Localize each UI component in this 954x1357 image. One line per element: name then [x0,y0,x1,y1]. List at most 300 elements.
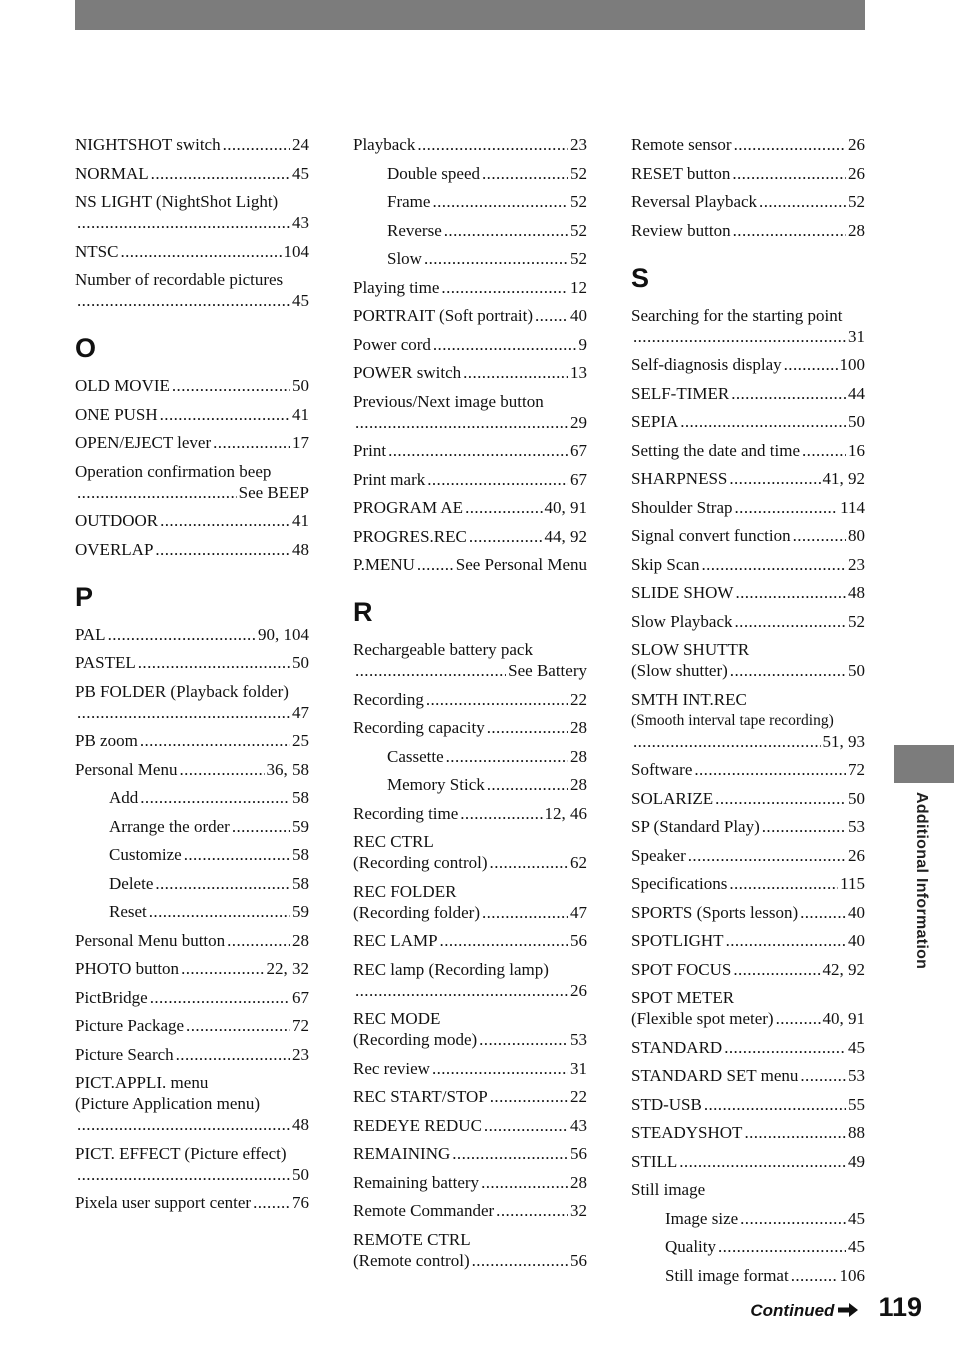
entry-line [75,1114,309,1135]
entry-line [75,241,309,262]
entry-line [353,469,587,490]
entry-term: OUTDOOR [75,511,159,530]
dot-leader [227,930,290,951]
dot-leader [481,1172,568,1193]
entry-term: Still image [631,1180,706,1199]
dot-leader [704,1094,846,1115]
entry-term: Shoulder Strap [631,497,733,517]
dot-leader [800,902,846,923]
page-reference: 29 [570,412,587,432]
entry-line [75,212,309,233]
index-entry [631,930,865,951]
index-entry [353,930,587,951]
section-letter: P [75,581,94,612]
entry-line [631,497,865,518]
entry-term: STANDARD SET menu [631,1066,799,1085]
index-entry [631,845,865,866]
dot-leader [424,248,568,269]
page-reference: 36, 58 [266,759,309,779]
dot-leader [744,1122,846,1143]
dot-leader [802,440,846,461]
entry-term: Remote Commander [353,1201,495,1220]
entry-line [353,1058,587,1079]
page-reference: 104 [283,241,309,261]
index-entry [353,1008,587,1050]
entry-line [75,191,309,212]
entry-term: PORTRAIT (Soft portrait) [353,306,533,325]
page-reference: 53 [848,817,865,836]
index-entry [631,1037,865,1058]
dot-leader [487,717,568,738]
page-reference: 45 [848,1237,865,1256]
page-reference: 41 [292,511,309,530]
entry-term: SPORTS (Sports lesson) [631,902,799,922]
page-reference: 12 [570,277,587,297]
index-entry [631,759,865,780]
dot-leader [731,383,846,404]
page-reference: 114 [840,497,865,517]
dot-leader [484,1115,568,1136]
entry-term: Self-diagnosis display [631,355,782,374]
dot-leader [150,987,290,1008]
page-reference: 58 [292,845,309,864]
entry-term: Print [353,441,387,460]
entry-term: REC FOLDER [353,881,457,901]
section-letter: R [353,597,373,627]
entry-term: Operation confirmation beep [75,461,272,481]
index-entry [75,241,309,262]
entry-line [75,624,309,645]
index-entry [631,497,865,518]
index-subentry [109,901,309,922]
entry-term: STILL [631,1151,678,1171]
dot-leader [186,1015,290,1036]
index-entry [75,624,309,645]
entry-term: Reversal Playback [631,192,758,211]
dot-leader [729,468,820,489]
entry-term: PAL [75,624,106,644]
entry-term: Speaker [631,845,686,865]
page-reference: 50 [848,788,865,808]
entry-line [631,710,865,731]
entry-line [353,1115,587,1136]
page-reference: 52 [848,611,865,631]
entry-line [353,1029,587,1050]
dot-leader [140,730,290,751]
dot-leader [791,1265,838,1286]
index-entry [631,554,865,575]
entry-term: (Recording control) [353,853,488,872]
index-entry [353,1200,587,1221]
entry-term: (Remote control) [353,1250,470,1270]
entry-term: POWER switch [353,363,462,382]
dot-leader [479,1029,568,1050]
entry-line [75,1072,309,1093]
entry-line [353,362,587,383]
page-reference: 56 [570,931,587,950]
entry-line [75,461,309,482]
page-reference: 45 [848,1208,865,1228]
index-subentry [665,1236,865,1257]
entry-term: SMTH INT.REC [631,689,747,709]
page-reference: 45 [292,163,309,183]
dot-leader [417,134,568,155]
entry-term: SEPIA [631,412,679,431]
dot-leader [77,702,290,723]
dot-leader [729,873,838,894]
index-entry [631,354,865,375]
index-entry [353,717,587,738]
entry-term: Add [109,788,139,807]
page-reference: 28 [570,718,587,737]
entry-line [387,746,587,767]
page-reference: 28 [848,220,865,240]
page-reference: 88 [848,1123,865,1142]
page-reference: 76 [292,1193,309,1212]
index-entry [631,987,865,1029]
entry-term: NTSC [75,241,119,261]
entry-term: (Slow shutter) [631,661,728,680]
page-reference: 23 [292,1044,309,1064]
dot-leader [496,1200,568,1221]
page-reference: 28 [292,930,309,950]
entry-term: Software [631,760,693,779]
dot-leader [463,362,568,383]
index-entry [631,468,865,489]
index-entry [353,959,587,1001]
dot-leader [140,787,290,808]
dot-leader [776,1008,821,1029]
entry-term: Quality [665,1237,716,1256]
entry-line [631,220,865,241]
entry-term: Specifications [631,874,728,893]
index-subentry [387,220,587,241]
entry-term: Slow Playback [631,611,733,631]
index-entry [75,461,309,503]
entry-term: PICT.APPLI. menu [75,1073,209,1092]
entry-term: SELF-TIMER [631,383,730,403]
entry-term: SHARPNESS [631,469,728,488]
entry-line [353,959,587,980]
dot-leader [427,469,568,490]
index-entry [353,1058,587,1079]
index-subentry [665,1265,865,1286]
section-tab-text: Additional Information [913,792,930,970]
page-reference: 52 [848,192,865,211]
page-reference: 44 [848,383,865,403]
dot-leader [160,404,290,425]
dot-leader [213,432,290,453]
page-reference: 51, 93 [822,731,865,751]
entry-line [631,845,865,866]
index-entry [631,639,865,681]
index-entry [631,611,865,632]
index-entry [75,539,309,560]
entry-line [631,816,865,837]
page-reference: 53 [848,1066,865,1085]
entry-term: RESET button [631,163,731,183]
dot-leader [694,759,846,780]
entry-term: Remote sensor [631,135,732,154]
dot-leader [633,731,821,752]
index-entry [631,134,865,155]
page-reference: 23 [848,554,865,574]
index-entry [75,652,309,673]
index-entry [631,1122,865,1143]
entry-line [631,440,865,461]
entry-line [631,1179,865,1200]
entry-term: OPEN/EJECT lever [75,433,212,452]
entry-line [631,326,865,347]
index-entry [353,1143,587,1164]
index-entry [631,163,865,184]
entry-line [75,1143,309,1164]
page-reference: 100 [839,355,865,374]
dot-leader [733,959,820,980]
page-number: 119 [878,1292,922,1322]
index-entry [353,334,587,355]
dot-leader [179,759,264,780]
dot-leader [733,220,846,241]
entry-line [353,526,587,547]
dot-leader [715,788,846,809]
index-entry [353,1115,587,1136]
entry-line [353,902,587,923]
page-reference: 16 [848,440,865,460]
entry-line [353,831,587,852]
entry-line [109,901,309,922]
entry-line [353,689,587,710]
entry-term: Customize [109,845,182,864]
page-reference: 50 [292,1164,309,1184]
index-entry [631,689,865,752]
index-entry [631,191,865,212]
dot-leader [77,1114,290,1135]
entry-term: SPOTLIGHT [631,931,724,950]
continued-label: Continued [750,1301,835,1320]
entry-line [631,611,865,632]
entry-line [75,510,309,531]
entry-term: Picture Package [75,1016,185,1035]
entry-term: Previous/Next image button [353,391,544,411]
entry-term: SLIDE SHOW [631,583,734,602]
entry-line [631,525,865,546]
index-entry [75,930,309,951]
dot-leader [535,305,568,326]
entry-term: PictBridge [75,987,148,1007]
page-reference: 13 [570,363,587,382]
entry-term: Searching for the starting point [631,305,843,325]
dot-leader [735,582,846,603]
entry-line [75,730,309,751]
entry-line [353,1200,587,1221]
entry-term: PHOTO button [75,959,180,978]
entry-term: OLD MOVIE [75,376,170,395]
entry-line [631,902,865,923]
index-subentry [387,163,587,184]
entry-line [75,290,309,311]
index-entry [353,277,587,298]
dot-leader [800,1065,846,1086]
page-reference: 47 [292,702,309,722]
entry-line [631,163,865,184]
entry-line [387,220,587,241]
index-entry [75,1044,309,1065]
entry-line [631,788,865,809]
index-entry [631,440,865,461]
entry-term: (Flexible spot meter) [631,1009,774,1028]
section-letter: O [75,333,97,363]
page-reference: 32 [570,1201,587,1220]
entry-term: PROGRAM AE [353,498,464,517]
entry-term: Double speed [387,163,481,183]
index-entry [631,788,865,809]
entry-line [109,844,309,865]
entry-term: Rec review [353,1058,430,1078]
entry-line [353,1086,587,1107]
dot-leader [432,191,568,212]
index-column-1 [75,134,309,1221]
page-reference: 41, 92 [822,469,865,488]
page-reference: 26 [848,163,865,183]
entry-line [631,582,865,603]
entry-term: Personal Menu [75,759,178,779]
dot-leader [77,290,290,311]
dot-leader [440,930,568,951]
dot-leader [417,554,454,575]
dot-leader [441,277,568,298]
page-reference: See BEEP [238,482,309,502]
dot-leader [762,816,846,837]
dot-leader [460,803,542,824]
page-reference: 59 [292,902,309,921]
entry-term: Still image format [665,1265,789,1285]
dot-leader [718,1236,846,1257]
entry-term: REC CTRL [353,832,434,851]
page-reference: 47 [570,902,587,922]
entry-term: REMAINING [353,1144,451,1163]
entry-term: REC MODE [353,1009,441,1028]
entry-term: REDEYE REDUC [353,1115,482,1135]
page-reference: 50 [292,376,309,395]
entry-line [353,717,587,738]
index-entry [353,881,587,923]
entry-line [631,354,865,375]
index-entry [75,1072,309,1135]
entry-line [631,191,865,212]
index-entry [75,759,309,780]
page-reference: 44, 92 [544,526,587,546]
entry-term: (Recording folder) [353,902,480,922]
page-reference: 22, 32 [266,959,309,978]
index-entry [353,1086,587,1107]
dot-leader [490,1086,568,1107]
page-reference: 43 [292,213,309,232]
dot-leader [176,1044,290,1065]
entry-term: REC lamp (Recording lamp) [353,959,549,979]
entry-line [353,1172,587,1193]
entry-line [353,803,587,824]
page-reference: 23 [570,135,587,154]
entry-term: Print mark [353,469,426,489]
entry-line [631,639,865,660]
dot-leader [446,746,568,767]
entry-term: STEADYSHOT [631,1123,743,1142]
entry-term: OVERLAP [75,539,154,559]
index-entry [353,497,587,518]
index-subentry [109,787,309,808]
entry-term: Review button [631,220,731,240]
index-entry [75,191,309,233]
entry-line [631,554,865,575]
entry-line [75,269,309,290]
index-entry [631,959,865,980]
dot-leader [465,497,542,518]
entry-term: PICT. EFFECT (Picture effect) [75,1143,287,1163]
page-reference: 26 [848,845,865,865]
entry-line [353,440,587,461]
dot-leader [426,689,568,710]
index-entry [631,305,865,347]
page-reference: 67 [570,469,587,489]
index-subentry [665,1208,865,1229]
page-reference: 72 [292,1016,309,1035]
entry-term: Skip Scan [631,554,700,574]
page-reference: 31 [848,326,865,346]
entry-term: PASTEL [75,653,136,672]
index-entry [75,269,309,311]
dot-leader [732,163,846,184]
entry-line [75,1015,309,1036]
index-entry [631,1065,865,1086]
entry-line [75,1044,309,1065]
entry-line [665,1236,865,1257]
dot-leader [120,241,281,262]
index-subentry [109,816,309,837]
index-entry [631,383,865,404]
dot-leader [355,412,568,433]
entry-line [75,1192,309,1213]
page-reference: 45 [292,291,309,310]
dot-leader [155,873,290,894]
entry-line [387,191,587,212]
entry-term: Arrange the order [109,816,230,836]
index-entry [353,134,587,155]
index-entry [353,526,587,547]
index-subentry [387,248,587,269]
entry-term: Picture Search [75,1044,174,1064]
dot-leader [253,1192,290,1213]
index-subentry [109,873,309,894]
dot-leader [77,482,237,503]
page-reference: 43 [570,1115,587,1135]
page-reference: 56 [570,1144,587,1163]
section-tab [894,745,954,783]
entry-term: REC START/STOP [353,1087,488,1106]
entry-term: SPOT METER [631,988,735,1007]
entry-term: Recording time [353,803,459,823]
entry-line [631,383,865,404]
dot-leader [784,354,838,375]
entry-term: Slow [387,249,422,268]
page-reference: 22 [570,689,587,709]
page-reference: 62 [570,853,587,872]
entry-line [353,412,587,433]
page-reference: 9 [578,334,587,354]
dot-leader [355,980,568,1001]
page-reference: 48 [292,1115,309,1134]
dot-leader [726,930,846,951]
